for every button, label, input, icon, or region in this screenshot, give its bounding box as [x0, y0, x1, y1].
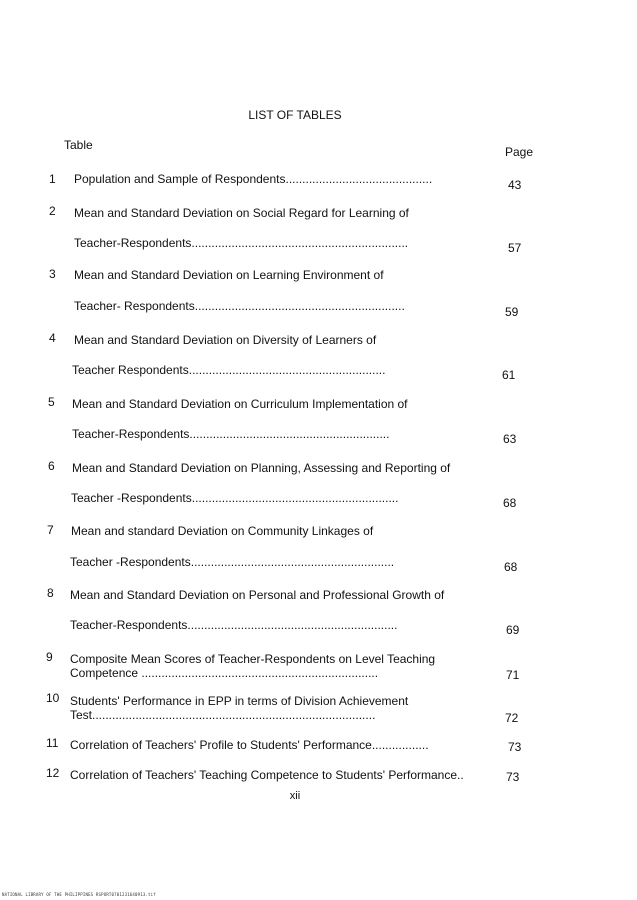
entry-title-continued: Teacher- Respondents...............................................................: [74, 299, 405, 313]
entry-page: 72: [505, 711, 519, 725]
entry-title: Mean and Standard Deviation on Planning, Assessing and Reporting of: [72, 461, 451, 475]
entry-title: Mean and Standard Deviation on Learning Environment of: [74, 268, 384, 282]
entry-number: 8: [47, 586, 54, 600]
table-column-header: Table: [64, 138, 93, 152]
entry-title: Population and Sample of Respondents............................................: [74, 172, 433, 186]
entry-page: 69: [506, 623, 520, 637]
entry-number: 11: [46, 736, 59, 750]
entry-page: 57: [508, 241, 522, 255]
entry-title-continued: Competence .......................................................................: [70, 666, 379, 680]
entry-title-continued: Teacher-Respondents.................................................................: [74, 236, 409, 250]
entry-title: Correlation of Teachers' Profile to Students' Performance.................: [70, 738, 429, 752]
entry-page: 73: [506, 770, 520, 784]
entry-title-continued: Teacher-Respondents............................................................: [72, 427, 390, 441]
entry-page: 68: [504, 560, 518, 574]
entry-page: 59: [505, 305, 519, 319]
entry-title-continued: Teacher Respondents...........................................................: [72, 363, 386, 377]
entry-page: 63: [503, 432, 517, 446]
entry-number: 2: [49, 204, 56, 218]
entry-title: Students' Performance in EPP in terms of Division Achievement: [70, 694, 409, 708]
entry-number: 10: [46, 691, 60, 705]
page-title: LIST OF TABLES: [248, 108, 342, 122]
entry-number: 6: [48, 459, 55, 473]
entry-title: Mean and Standard Deviation on Personal and Professional Growth of: [70, 588, 445, 602]
entry-title: Mean and Standard Deviation on Social Regard for Learning of: [74, 206, 409, 220]
entry-number: 9: [46, 650, 53, 664]
entry-title-continued: Test.....................................................................................: [70, 708, 376, 722]
scan-stamp: NATIONAL LIBRARY OF THE PHILIPPINES RSPORT0701231640913.tif: [2, 892, 156, 897]
entry-title-continued: Teacher -Respondents..............................................................: [71, 491, 399, 505]
entry-title: Mean and Standard Deviation on Curriculum Implementation of: [72, 397, 408, 411]
entry-number: 12: [46, 766, 60, 780]
entry-number: 3: [49, 267, 56, 281]
entry-page: 43: [508, 178, 522, 192]
entry-title-continued: Teacher-Respondents...............................................................: [70, 618, 398, 632]
entry-title: Composite Mean Scores of Teacher-Respondents on Level Teaching: [70, 652, 436, 666]
entry-number: 4: [49, 331, 56, 345]
page-column-header: Page: [505, 145, 534, 159]
entry-title: Mean and Standard Deviation on Diversity of Learners of: [74, 333, 377, 347]
entry-page: 68: [503, 496, 517, 510]
entry-title: Mean and standard Deviation on Community Linkages of: [71, 524, 374, 538]
entry-page: 73: [508, 740, 522, 754]
entry-number: 5: [48, 395, 55, 409]
entry-number: 7: [47, 523, 54, 537]
entry-page: 61: [502, 368, 516, 382]
entry-page: 71: [506, 668, 520, 682]
entry-title: Correlation of Teachers' Teaching Competence to Students' Performance..: [70, 768, 464, 782]
page-number: xii: [289, 790, 301, 802]
entry-number: 1: [49, 172, 56, 186]
entry-title-continued: Teacher -Respondents.............................................................: [70, 555, 395, 569]
